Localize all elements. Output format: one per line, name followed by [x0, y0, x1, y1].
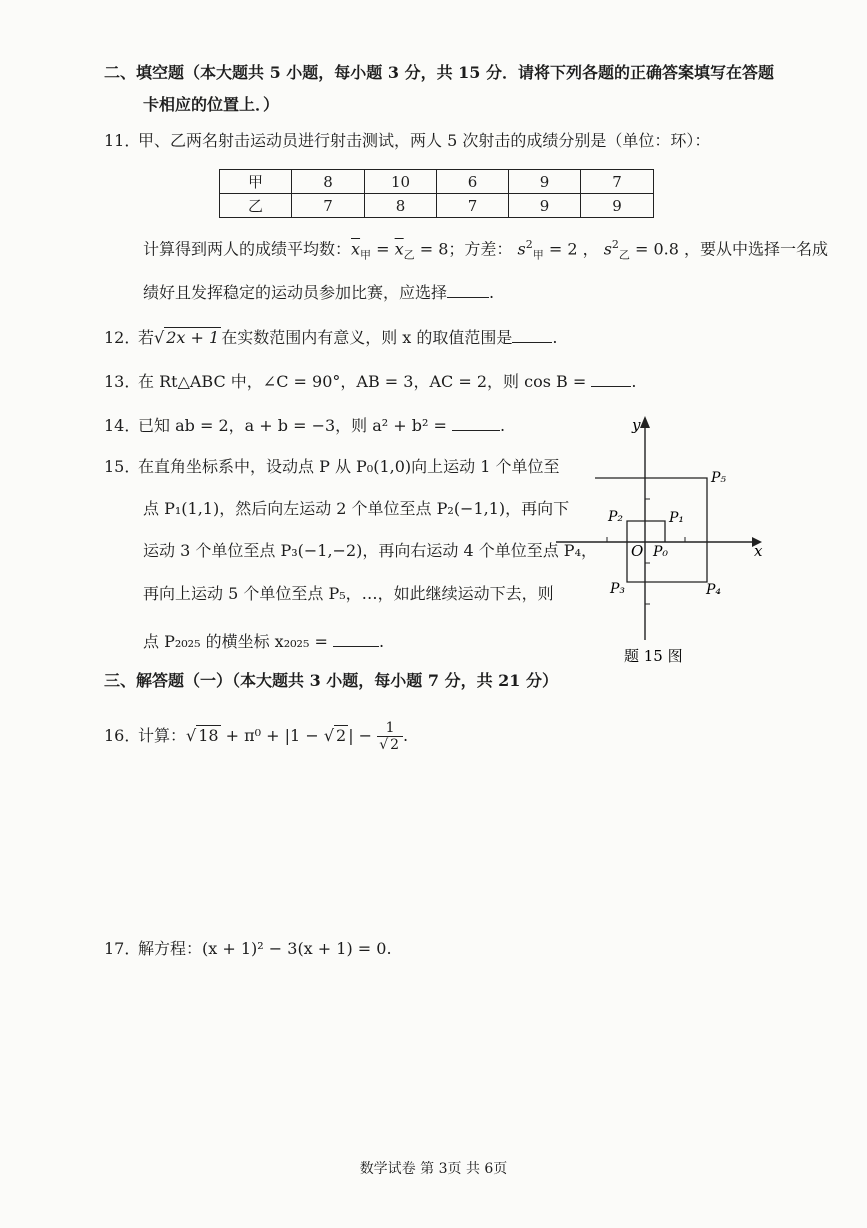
p0-label: P₀	[653, 544, 669, 560]
q11-var-a: = 2 ，	[543, 239, 599, 259]
p1-label: P₁	[669, 510, 685, 526]
q15-text-line: 点 P₂₀₂₅ 的横坐标 x₂₀₂₅ =	[143, 632, 328, 651]
q15-period: .	[378, 632, 385, 651]
y-axis-arrow-icon	[640, 416, 650, 428]
q16-mid: + π⁰ + |1 −	[220, 726, 324, 745]
fraction-radicand: 2	[390, 737, 400, 753]
section2-heading-line2: 卡相应的位置上．）	[143, 95, 280, 114]
q14-period: .	[500, 416, 506, 435]
q11-score-table	[219, 169, 654, 218]
q16-pre: 计算：	[138, 726, 187, 745]
table-row	[220, 170, 654, 194]
answer-blank[interactable]	[591, 370, 631, 387]
page-footer: 数学试卷 第 3页 共 6页	[359, 1161, 508, 1177]
q14	[104, 414, 505, 437]
section2-title: 二、填空题	[104, 63, 185, 82]
origin-label: O	[631, 542, 644, 560]
q11-sub-b: 乙	[403, 248, 415, 262]
p3-label: P₃	[610, 581, 626, 597]
score-cell: 8	[365, 194, 437, 218]
q12-pre: 若	[138, 328, 155, 347]
q16-fraction	[377, 720, 403, 753]
answer-blank[interactable]	[452, 414, 500, 431]
q11-text: 甲、乙两名射击运动员进行射击测试，两人 5 次射击的成绩分别是（单位：环）：	[138, 131, 711, 150]
answer-blank[interactable]	[512, 326, 552, 343]
q11-mean-text: = 8；方差：	[414, 239, 513, 259]
q12-radicand: 2x + 1	[166, 328, 220, 347]
q11-stem	[104, 130, 710, 152]
q16-radicand2: 2	[336, 726, 347, 745]
answer-blank[interactable]	[447, 281, 489, 298]
q11-line3-text: 绩好且发挥稳定的运动员参加比赛，应选择	[143, 283, 448, 302]
q11-line2: 计算得到两人的成绩平均数：$\overline{x}_甲 = \overline{x}_乙 = 8$；方差： $s^2_甲 = 2$ ， $s^2_乙 = 0.8$ ，要从中选择一名成	[143, 238, 829, 262]
spiral-path	[595, 478, 707, 582]
q11-var-sub-a: 甲	[532, 248, 544, 262]
q15-number: 15．	[104, 457, 141, 476]
p4-label: P₄	[706, 582, 722, 598]
section3-title: 三、解答题（一）	[104, 671, 233, 690]
score-cell: 9	[581, 194, 654, 218]
fraction-denominator: √ 2	[379, 737, 400, 753]
q13-text: 在 Rt△ABC 中，∠C = 90°，AB = 3，AC = 2，则 cos B =	[138, 372, 587, 391]
q17	[104, 938, 392, 960]
q16-period: .	[403, 726, 409, 745]
score-cell: 6	[437, 170, 509, 194]
q16-mid2: | −	[348, 726, 373, 745]
q16-radicand1: 18	[198, 726, 219, 745]
section2-heading	[104, 62, 774, 84]
q11-var-sub-b: 乙	[618, 248, 630, 262]
q15-text-line: 在直角坐标系中，设动点 P 从 P₀(1,0)向上运动 1 个单位至	[138, 457, 560, 476]
q17-number: 17．	[104, 939, 141, 958]
q12-post: 在实数范围内有意义，则 x 的取值范围是	[221, 328, 513, 347]
answer-blank[interactable]	[333, 630, 379, 647]
q12-period: .	[552, 328, 558, 347]
figure-caption: 题 15 图	[624, 647, 683, 665]
x-label: x	[754, 542, 763, 560]
q13-period: .	[631, 372, 637, 391]
q15-line2: 点 P₁(1,1)，然后向左运动 2 个单位至点 P₂(−1,1)，再向下	[143, 499, 570, 518]
q15-figure	[550, 408, 780, 670]
section2-instructions: （本大题共 5 小题，每小题 3 分，共 15 分．请将下列各题的正确答案填写在答题	[184, 63, 774, 82]
q16: 16．计算：√ 18 + π⁰ + |1 − √ 2 | − $\frac{1}{√ 2}$ .	[104, 720, 409, 753]
q11-period: .	[489, 283, 495, 302]
q15-line3: 运动 3 个单位至点 P₃(−1,−2)，再向右运动 4 个单位至点 P₄，	[143, 541, 597, 560]
table-row	[220, 194, 654, 218]
q11-sub-a: 甲	[360, 248, 372, 262]
score-cell: 10	[365, 170, 437, 194]
q11-mean-prefix: 计算得到两人的成绩平均数：	[143, 239, 352, 259]
p2-label: P₂	[608, 509, 624, 525]
fraction-numerator: 1	[377, 720, 403, 737]
section3-heading	[104, 670, 558, 692]
p5-label: P₅	[711, 470, 727, 486]
q14-text: 已知 ab = 2，a + b = −3，则 a² + b² =	[138, 416, 447, 435]
y-label: y	[632, 416, 641, 434]
q11-var-b: = 0.8 ，要从中选择一名成	[629, 239, 829, 259]
q11-number: 11．	[104, 131, 141, 150]
score-cell: 9	[509, 170, 581, 194]
score-cell: 7	[581, 170, 654, 194]
q17-text: 解方程：(x + 1)² − 3(x + 1) = 0.	[138, 939, 392, 958]
q15-line4: 再向上运动 5 个单位至点 P₅，…，如此继续运动下去，则	[143, 584, 554, 603]
section3-instructions: （本大题共 3 小题，每小题 7 分，共 21 分）	[232, 671, 558, 690]
row-name: 乙	[220, 194, 292, 218]
q14-number: 14．	[104, 416, 141, 435]
q11-line3	[143, 281, 494, 304]
score-cell: 7	[437, 194, 509, 218]
q12: 12．若√ 2x + 1 在实数范围内有意义，则 x 的取值范围是 .	[104, 328, 558, 347]
q15-line1	[104, 456, 560, 478]
q16-number: 16．	[104, 726, 141, 745]
score-cell: 9	[509, 194, 581, 218]
q13	[104, 370, 636, 393]
q13-number: 13．	[104, 372, 141, 391]
q15-line5	[143, 630, 384, 653]
score-cell: 8	[292, 170, 365, 194]
q12-number: 12．	[104, 328, 141, 347]
score-cell: 7	[292, 194, 365, 218]
row-name: 甲	[220, 170, 292, 194]
